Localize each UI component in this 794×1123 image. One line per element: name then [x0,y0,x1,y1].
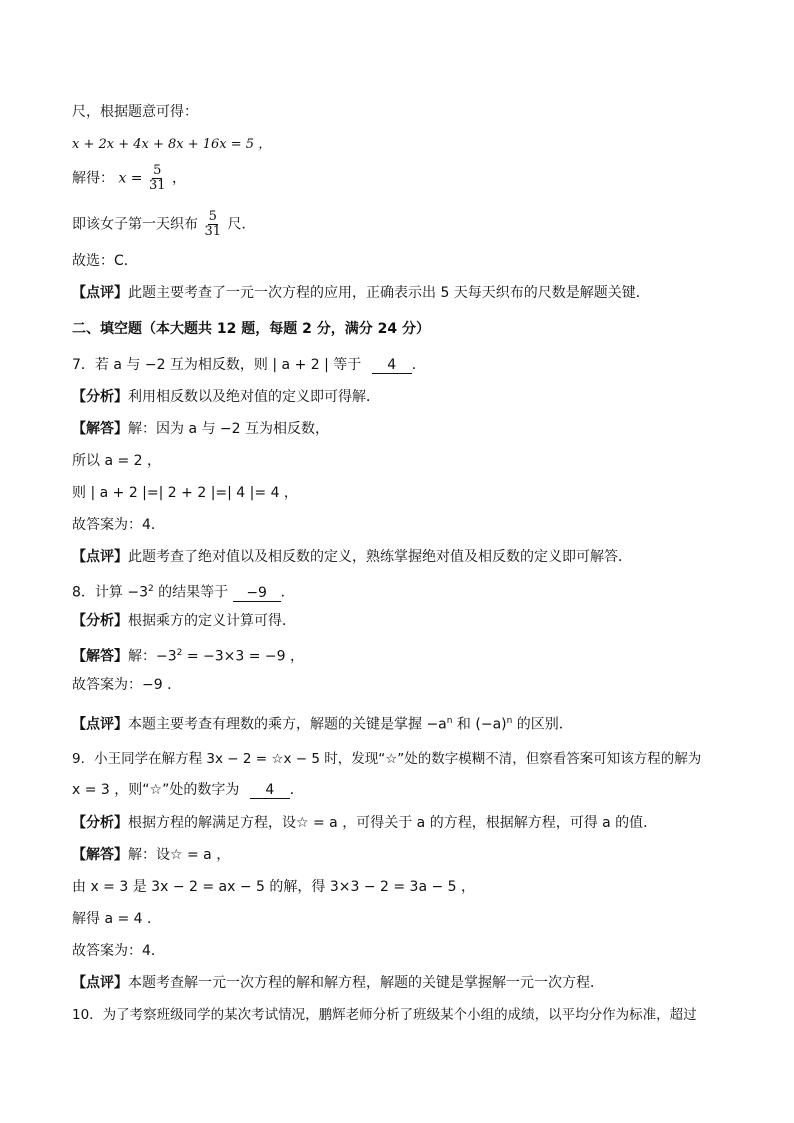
solution-line: 所以 a = 2 ， [72,453,162,469]
question-8 [72,579,295,603]
punct: ． [280,584,295,601]
answer-blank: −9 [233,585,281,602]
analysis-line [72,813,657,833]
solution-text: 解：设☆ = a ， [128,847,231,863]
comment-tag: 【点评】 [72,975,128,991]
solution-tag: 【解答】 [72,648,128,665]
solution-text: 解：−3 [128,648,177,665]
comment-tag: 【点评】 [72,285,128,301]
question-text: x = 3 ，则“☆”处的数字为 [72,782,240,798]
solution-line: 则 | a + 2 |=| 2 + 2 |=| 4 |= 4 ， [72,485,298,501]
exponent: n [506,716,513,726]
question-9: 9．小王同学在解方程 3x − 2 = ☆x − 5 时，发现“☆”处的数字模糊不清，但察看答案可知该方程的解为 [72,751,702,767]
analysis-line [72,611,296,631]
exponent: 2 [148,584,154,594]
analysis-tag: 【分析】 [72,815,128,831]
exponent: n [446,716,453,726]
answer-blank: 4 [250,782,290,799]
solution-line: 故答案为：4． [72,517,165,533]
label: 解得： [72,170,114,187]
variable: x = [118,170,143,187]
label: 即该女子第一天织布 [72,216,198,233]
comment-tag: 【点评】 [72,549,128,565]
question-9-cont [72,780,304,800]
section-title: 二、填空题（本大题共 12 题，每题 2 分，满分 24 分） [72,321,430,337]
text-line: 故选：C． [72,253,138,269]
question-text: 7．若 a 与 −2 互为相反数，则 | a + 2 | 等于 [72,357,362,373]
label: 尺． [227,216,256,233]
fraction [149,164,166,193]
analysis-line [72,387,380,407]
analysis-text: 根据方程的解满足方程，设☆ = a ，可得关于 a 的方程，根据解方程，可得 a 的值． [128,815,658,831]
solution-text: = −3×3 = −9 ， [182,648,304,665]
comment-line [72,547,632,567]
solution-line [72,164,186,193]
solution-line: 故答案为：4． [72,943,165,959]
comment-text: 的区别． [512,716,573,733]
comment-text: 此题主要考查了一元一次方程的应用，正确表示出 5 天每天织布的尺数是解题关键． [128,285,650,301]
text-line [72,210,255,239]
fraction [204,210,221,239]
punct: ． [289,782,304,798]
question-text: 的结果等于 [153,584,229,601]
solution-line [72,845,230,865]
denominator: 31 [148,178,166,193]
solution-line [72,419,329,439]
analysis-text: 利用相反数以及绝对值的定义即可得解． [128,389,380,405]
comment-tag: 【点评】 [72,716,128,733]
question-text: 8．计算 −3 [72,584,148,601]
comment-line [72,711,573,735]
comment-text: 和 (−a) [452,716,507,733]
comment-text: 本题主要考查有理数的乘方，解题的关键是掌握 −a [128,716,447,733]
solution-text: 解：因为 a 与 −2 互为相反数， [128,421,330,437]
denominator: 31 [204,224,221,239]
question-7 [72,355,426,375]
answer-blank: 4 [372,357,412,374]
analysis-tag: 【分析】 [72,613,128,629]
question-10: 10．为了考察班级同学的某次考试情况，鹏辉老师分析了班级某个小组的成绩，以平均分作为标准，超过 [72,1007,697,1023]
exponent: 2 [176,648,183,658]
punct: ． [411,357,426,373]
text-line: 尺，根据题意可得： [72,104,198,120]
comment-text: 此题考查了绝对值以及相反数的定义，熟练掌握绝对值及相反数的定义即可解答． [128,549,632,565]
solution-line: 故答案为：−9 ． [72,677,182,693]
analysis-text: 根据乘方的定义计算可得． [128,613,296,629]
equation-line: x + 2x + 4x + 8x + 16x = 5 ， [72,137,272,152]
analysis-tag: 【分析】 [72,389,128,405]
numerator: 5 [208,209,217,224]
solution-line [72,643,304,667]
solution-line: 由 x = 3 是 3x − 2 = ax − 5 的解，得 3×3 − 2 = 3a − 5 ， [72,879,476,895]
solution-tag: 【解答】 [72,847,128,863]
solution-tag: 【解答】 [72,421,128,437]
solution-line: 解得 a = 4 ． [72,911,162,927]
numerator: 5 [153,163,162,178]
punct: ， [171,170,186,187]
comment-line [72,283,650,303]
comment-text: 本题考查解一元一次方程的解和解方程，解题的关键是掌握解一元一次方程． [128,975,604,991]
comment-line [72,973,604,993]
